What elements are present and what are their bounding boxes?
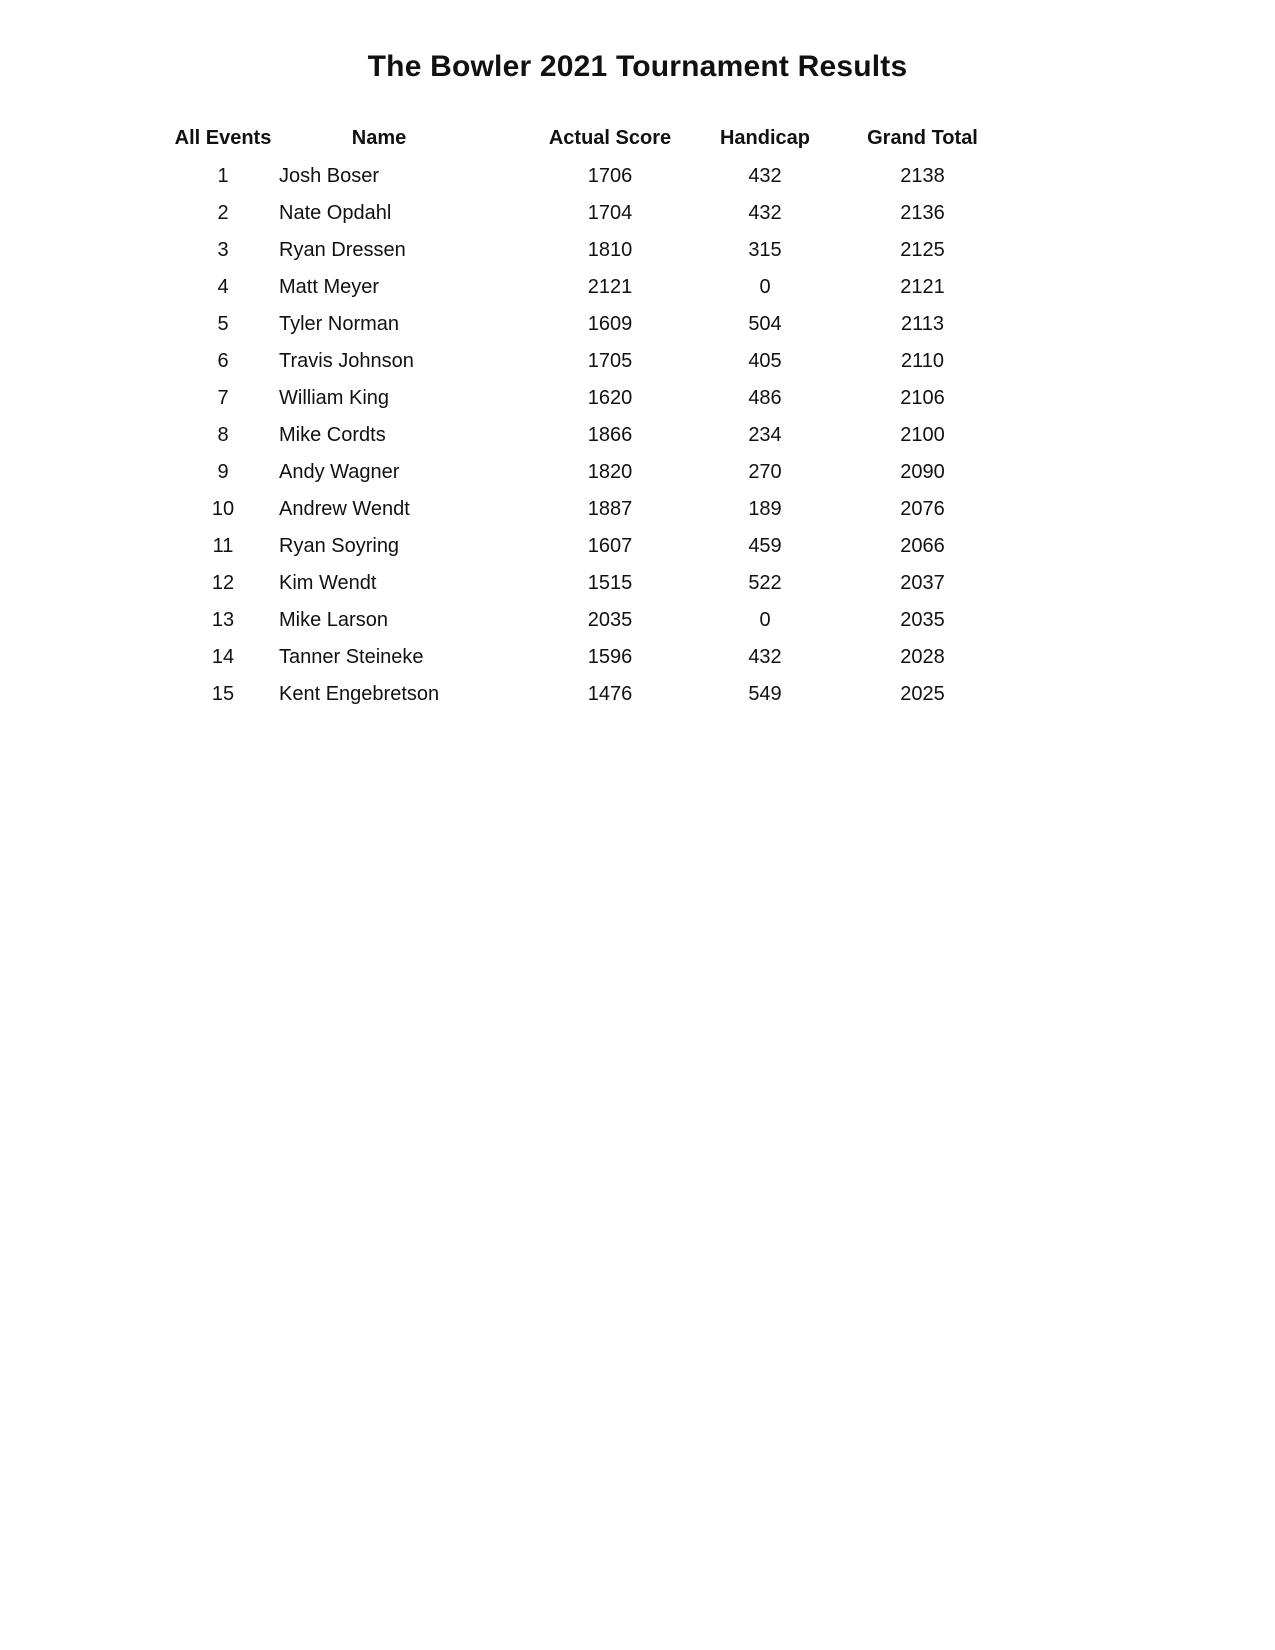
actual-score-cell: 1887 (587, 498, 633, 520)
header-actual-score: Actual Score (548, 127, 672, 149)
header-all-events: All Events (174, 127, 272, 149)
name-cell: Mike Cordts (279, 424, 386, 446)
table-row (175, 269, 1015, 306)
handicap-cell: 0 (759, 276, 771, 298)
actual-score-cell: 1820 (587, 461, 633, 483)
actual-score-cell: 1810 (587, 239, 633, 261)
name-cell: Andrew Wendt (279, 498, 410, 520)
actual-score-cell: 2121 (587, 276, 633, 298)
rank-cell: 4 (217, 276, 229, 298)
actual-score-cell: 1515 (587, 572, 633, 594)
rank-cell: 9 (217, 461, 229, 483)
table-row (175, 343, 1015, 380)
table-row (175, 232, 1015, 269)
grand-total-cell: 2035 (900, 609, 945, 631)
table-row (175, 195, 1015, 232)
table-row (175, 380, 1015, 417)
name-cell: Mike Larson (279, 609, 388, 631)
rank-cell: 3 (217, 239, 229, 261)
rank-cell: 12 (211, 572, 235, 594)
table-row (175, 158, 1015, 195)
actual-score-cell: 1704 (587, 202, 633, 224)
actual-score-cell: 1476 (587, 683, 633, 705)
grand-total-cell: 2037 (900, 572, 945, 594)
table-row (175, 602, 1015, 639)
table-row (175, 565, 1015, 602)
handicap-cell: 486 (748, 387, 782, 409)
table-row (175, 417, 1015, 454)
rank-cell: 11 (212, 535, 234, 557)
table-row (175, 639, 1015, 676)
name-cell: Andy Wagner (279, 461, 400, 483)
rank-cell: 5 (217, 313, 229, 335)
handicap-cell: 504 (748, 313, 782, 335)
rank-cell: 1 (217, 165, 229, 187)
header-handicap: Handicap (719, 127, 811, 149)
table-row (175, 676, 1015, 713)
table-row (175, 491, 1015, 528)
name-cell: Ryan Dressen (279, 239, 406, 261)
header-name: Name (351, 127, 407, 149)
table-header-row (175, 120, 1015, 158)
table-row (175, 454, 1015, 491)
rank-cell: 7 (217, 387, 229, 409)
rank-cell: 2 (217, 202, 229, 224)
grand-total-cell: 2121 (900, 276, 945, 298)
actual-score-cell: 1620 (587, 387, 633, 409)
handicap-cell: 405 (748, 350, 782, 372)
grand-total-cell: 2138 (900, 165, 945, 187)
grand-total-cell: 2113 (900, 313, 944, 335)
actual-score-cell: 1607 (587, 535, 633, 557)
grand-total-cell: 2125 (900, 239, 945, 261)
document-title: The Bowler 2021 Tournament Results (367, 50, 908, 83)
handicap-cell: 432 (748, 165, 782, 187)
name-cell: Kent Engebretson (279, 683, 440, 705)
handicap-cell: 315 (748, 239, 782, 261)
actual-score-cell: 1866 (587, 424, 633, 446)
name-cell: Travis Johnson (279, 350, 414, 372)
header-grand-total: Grand Total (867, 127, 978, 149)
handicap-cell: 459 (748, 535, 782, 557)
handicap-cell: 270 (748, 461, 782, 483)
grand-total-cell: 2100 (900, 424, 945, 446)
results-table (175, 120, 1015, 713)
rank-cell: 6 (217, 350, 229, 372)
name-cell: Ryan Soyring (279, 535, 400, 557)
name-cell: Tyler Norman (279, 313, 400, 335)
name-cell: Nate Opdahl (279, 202, 392, 224)
name-cell: Kim Wendt (279, 572, 377, 594)
rank-cell: 13 (211, 609, 235, 631)
handicap-cell: 234 (748, 424, 782, 446)
actual-score-cell: 1706 (587, 165, 633, 187)
grand-total-cell: 2110 (900, 350, 944, 372)
actual-score-cell: 2035 (587, 609, 633, 631)
handicap-cell: 522 (748, 572, 782, 594)
table-row (175, 528, 1015, 565)
name-cell: Josh Boser (279, 165, 380, 187)
rank-cell: 10 (211, 498, 235, 520)
grand-total-cell: 2025 (900, 683, 945, 705)
grand-total-cell: 2066 (900, 535, 945, 557)
grand-total-cell: 2090 (900, 461, 945, 483)
rank-cell: 14 (211, 646, 235, 668)
rank-cell: 8 (217, 424, 229, 446)
name-cell: William King (279, 387, 390, 409)
handicap-cell: 189 (748, 498, 782, 520)
grand-total-cell: 2106 (900, 387, 945, 409)
handicap-cell: 549 (748, 683, 782, 705)
grand-total-cell: 2028 (900, 646, 945, 668)
grand-total-cell: 2136 (900, 202, 945, 224)
handicap-cell: 432 (748, 646, 782, 668)
handicap-cell: 432 (748, 202, 782, 224)
actual-score-cell: 1705 (587, 350, 633, 372)
table-body (175, 158, 1015, 713)
rank-cell: 15 (211, 683, 235, 705)
handicap-cell: 0 (759, 609, 771, 631)
actual-score-cell: 1609 (587, 313, 633, 335)
actual-score-cell: 1596 (587, 646, 633, 668)
grand-total-cell: 2076 (900, 498, 945, 520)
table-row (175, 306, 1015, 343)
name-cell: Tanner Steineke (279, 646, 424, 668)
name-cell: Matt Meyer (279, 276, 380, 298)
